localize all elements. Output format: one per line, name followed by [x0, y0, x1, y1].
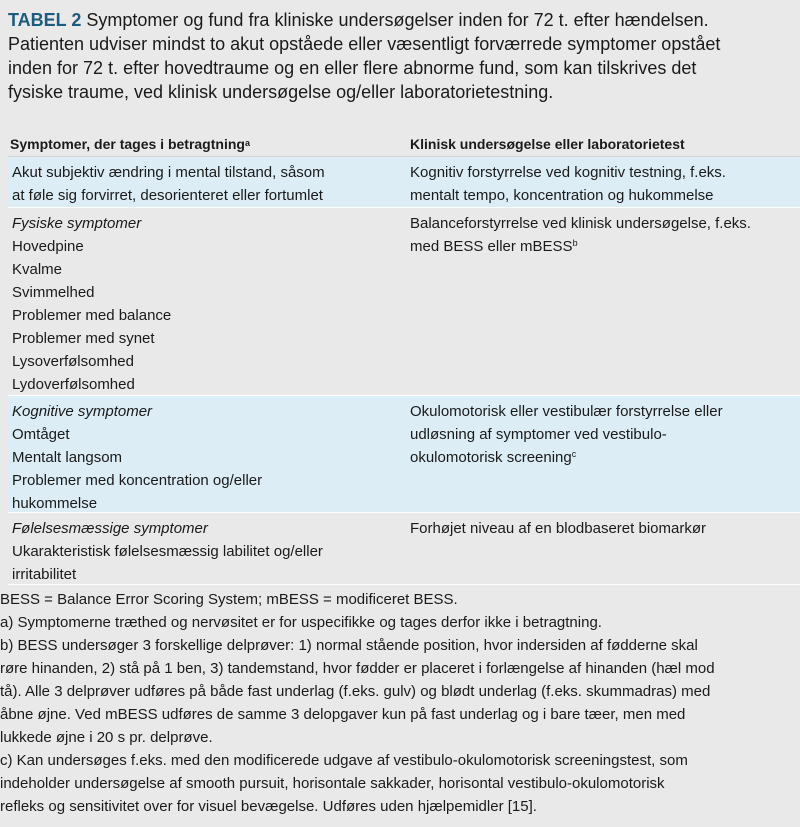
table-row: [8, 208, 800, 396]
symptoms-cell: Akut subjektiv ændring i mental tilstand, såsom at føle sig forvirret, desorienteret eller fortumlet: [12, 164, 325, 204]
table-footnotes: [0, 588, 800, 818]
examination-cell: Balanceforstyrrelse ved klinisk undersøgelse, f.eks. med BESS eller mBESS$^b$: [410, 215, 751, 255]
table-caption: [8, 8, 794, 104]
footnote-b: b) BESS undersøger 3 forskellige delprøver: 1) normal stående position, hvor indersiden af fødderne skal: [0, 637, 698, 654]
table-row: [8, 157, 800, 208]
symptoms-cell: Kognitive symptomer Omtåget Mentalt langsom Problemer med koncentration og/eller hukommelse: [8, 396, 402, 512]
symptom-table: [8, 134, 800, 585]
caption-text: fysiske traume, ved klinisk undersøgelse og/eller laboratorietestning.: [8, 82, 554, 102]
caption-text: Patienten udviser mindst to akut opståede eller væsentligt forværrede symptomer opstået: [8, 34, 721, 54]
footnote-b: åbne øjne. Ved mBESS udføres de samme 3 delopgaver kun på fast underlag og i bare tæer, men med: [0, 706, 686, 723]
examination-cell: Forhøjet niveau af en blodbaseret biomarkør: [410, 520, 706, 537]
footnote-c: c) Kan undersøges f.eks. med den modificerede udgave af vestibulo-okulomotorisk screeningstest, som: [0, 752, 688, 769]
caption-text: Symptomer og fund fra kliniske undersøgelser inden for 72 t. efter hændelsen.: [81, 10, 709, 30]
footnote-b: tå). Alle 3 delprøver udføres på både fast underlag (f.eks. gulv) og blødt underlag (f.eks. skummadras) med: [0, 683, 711, 700]
category-title: Kognitive symptomer: [12, 403, 153, 420]
footnote-c: indeholder undersøgelse af smooth pursuit, horisontale sakkader, horisontal vestibulo-okulomotorisk: [0, 775, 665, 792]
caption-text: inden for 72 t. efter hovedtraume og en eller flere abnorme fund, som kan tilskrives det: [8, 58, 697, 78]
examination-cell: Okulomotorisk eller vestibulær forstyrrelse eller udløsning af symptomer ved vestibulo- okulomotorisk screening$^c$: [410, 403, 723, 466]
table-label: TABEL 2: [8, 10, 82, 30]
table-row: [8, 513, 800, 585]
category-title: Følelsesmæssige symptomer: [12, 520, 208, 537]
examination-cell: Kognitiv forstyrrelse ved kognitiv testning, f.eks. mentalt tempo, koncentration og hukommelse: [410, 164, 726, 204]
footnote-c: refleks og sensitivitet over for visuel bevægelse. Udføres uden hjælpemidler [15].: [0, 798, 537, 815]
category-title: Fysiske symptomer: [12, 215, 142, 232]
abbreviations: BESS = Balance Error Scoring System; mBESS = modificeret BESS.: [0, 591, 458, 608]
footnote-b: lukkede øjne i 20 s pr. delprøve.: [0, 729, 213, 746]
symptoms-cell: Fysiske symptomer Hovedpine Kvalme Svimmelhed Problemer med balance Problemer med synet Lysoverfølsomhed Lydoverfølsomhed: [8, 208, 402, 395]
column-header-examination: Klinisk undersøgelse eller laboratorietest: [410, 136, 685, 152]
table-header: [8, 134, 800, 157]
footnote-b: røre hinanden, 2) stå på 1 ben, 3) tandemstand, hvor fødder er placeret i forlængelse af hinanden (hæl mod: [0, 660, 715, 677]
symptoms-cell: Følelsesmæssige symptomer Ukarakteristisk følelsesmæssig labilitet og/eller irritabilitet: [8, 513, 402, 584]
column-header-symptoms: Symptomer, der tages i betragtning$^a$: [10, 136, 250, 152]
footnote-a: a) Symptomerne træthed og nervøsitet er for uspecifikke og tages derfor ikke i betragtning.: [0, 614, 602, 631]
table-row: [8, 396, 800, 513]
